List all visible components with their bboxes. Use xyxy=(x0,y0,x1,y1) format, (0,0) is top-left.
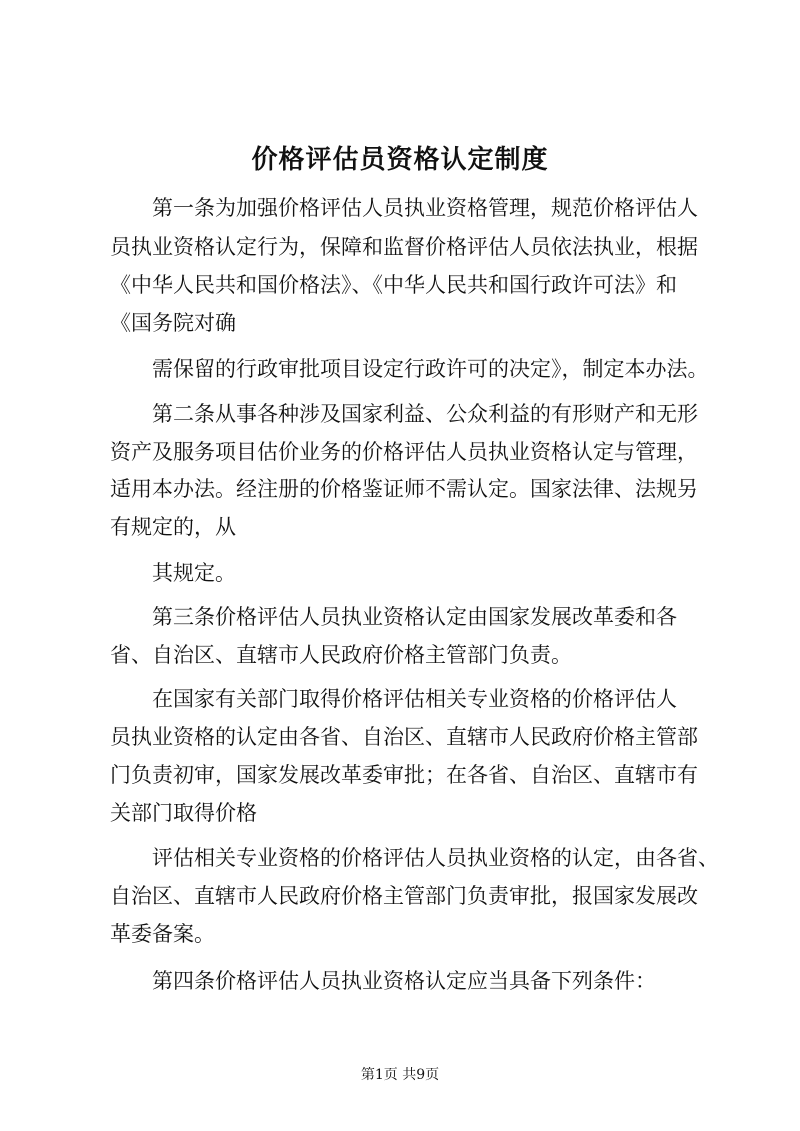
page-footer: 第1页 共9页 xyxy=(360,1067,440,1083)
text-line: 评估相关专业资格的价格评估人员执业资格的认定，由各省、 xyxy=(152,846,719,870)
text-line: 资产及服务项目估价业务的价格评估人员执业资格认定与管理， xyxy=(110,440,698,464)
text-line: 《中华人民共和国价格法》、《中华人民共和国行政许可法》和 xyxy=(110,273,677,297)
text-line: 有规定的，从 xyxy=(110,515,236,539)
text-line: 需保留的行政审批项目设定行政许可的决定》，制定本办法。 xyxy=(152,357,709,381)
text-line: 《国务院对确 xyxy=(110,311,236,335)
text-line: 门负责初审，国家发展改革委审批；在各省、自治区、直辖市有 xyxy=(110,763,698,787)
document-title: 价格评估员资格认定制度 xyxy=(251,145,549,175)
text-line: 革委备案。 xyxy=(110,922,215,946)
text-line: 自治区、直辖市人民政府价格主管部门负责审批，报国家发展改 xyxy=(110,884,698,908)
text-line: 其规定。 xyxy=(152,561,236,585)
text-line: 员执业资格认定行为，保障和监督价格评估人员依法执业，根据 xyxy=(110,235,698,259)
text-line: 省、自治区、直辖市人民政府价格主管部门负责。 xyxy=(110,643,572,667)
text-line: 第二条从事各种涉及国家利益、公众利益的有形财产和无形 xyxy=(152,402,698,426)
text-line: 适用本办法。经注册的价格鉴证师不需认定。国家法律、法规另 xyxy=(110,477,698,501)
text-line: 第四条价格评估人员执业资格认定应当具备下列条件： xyxy=(152,969,656,993)
text-line: 第一条为加强价格评估人员执业资格管理，规范价格评估人 xyxy=(152,196,698,220)
text-line: 第三条价格评估人员执业资格认定由国家发展改革委和各 xyxy=(152,605,677,629)
text-line: 员执业资格的认定由各省、自治区、直辖市人民政府价格主管部 xyxy=(110,725,698,749)
text-line: 关部门取得价格 xyxy=(110,801,257,825)
text-line: 在国家有关部门取得价格评估相关专业资格的价格评估人 xyxy=(152,687,677,711)
